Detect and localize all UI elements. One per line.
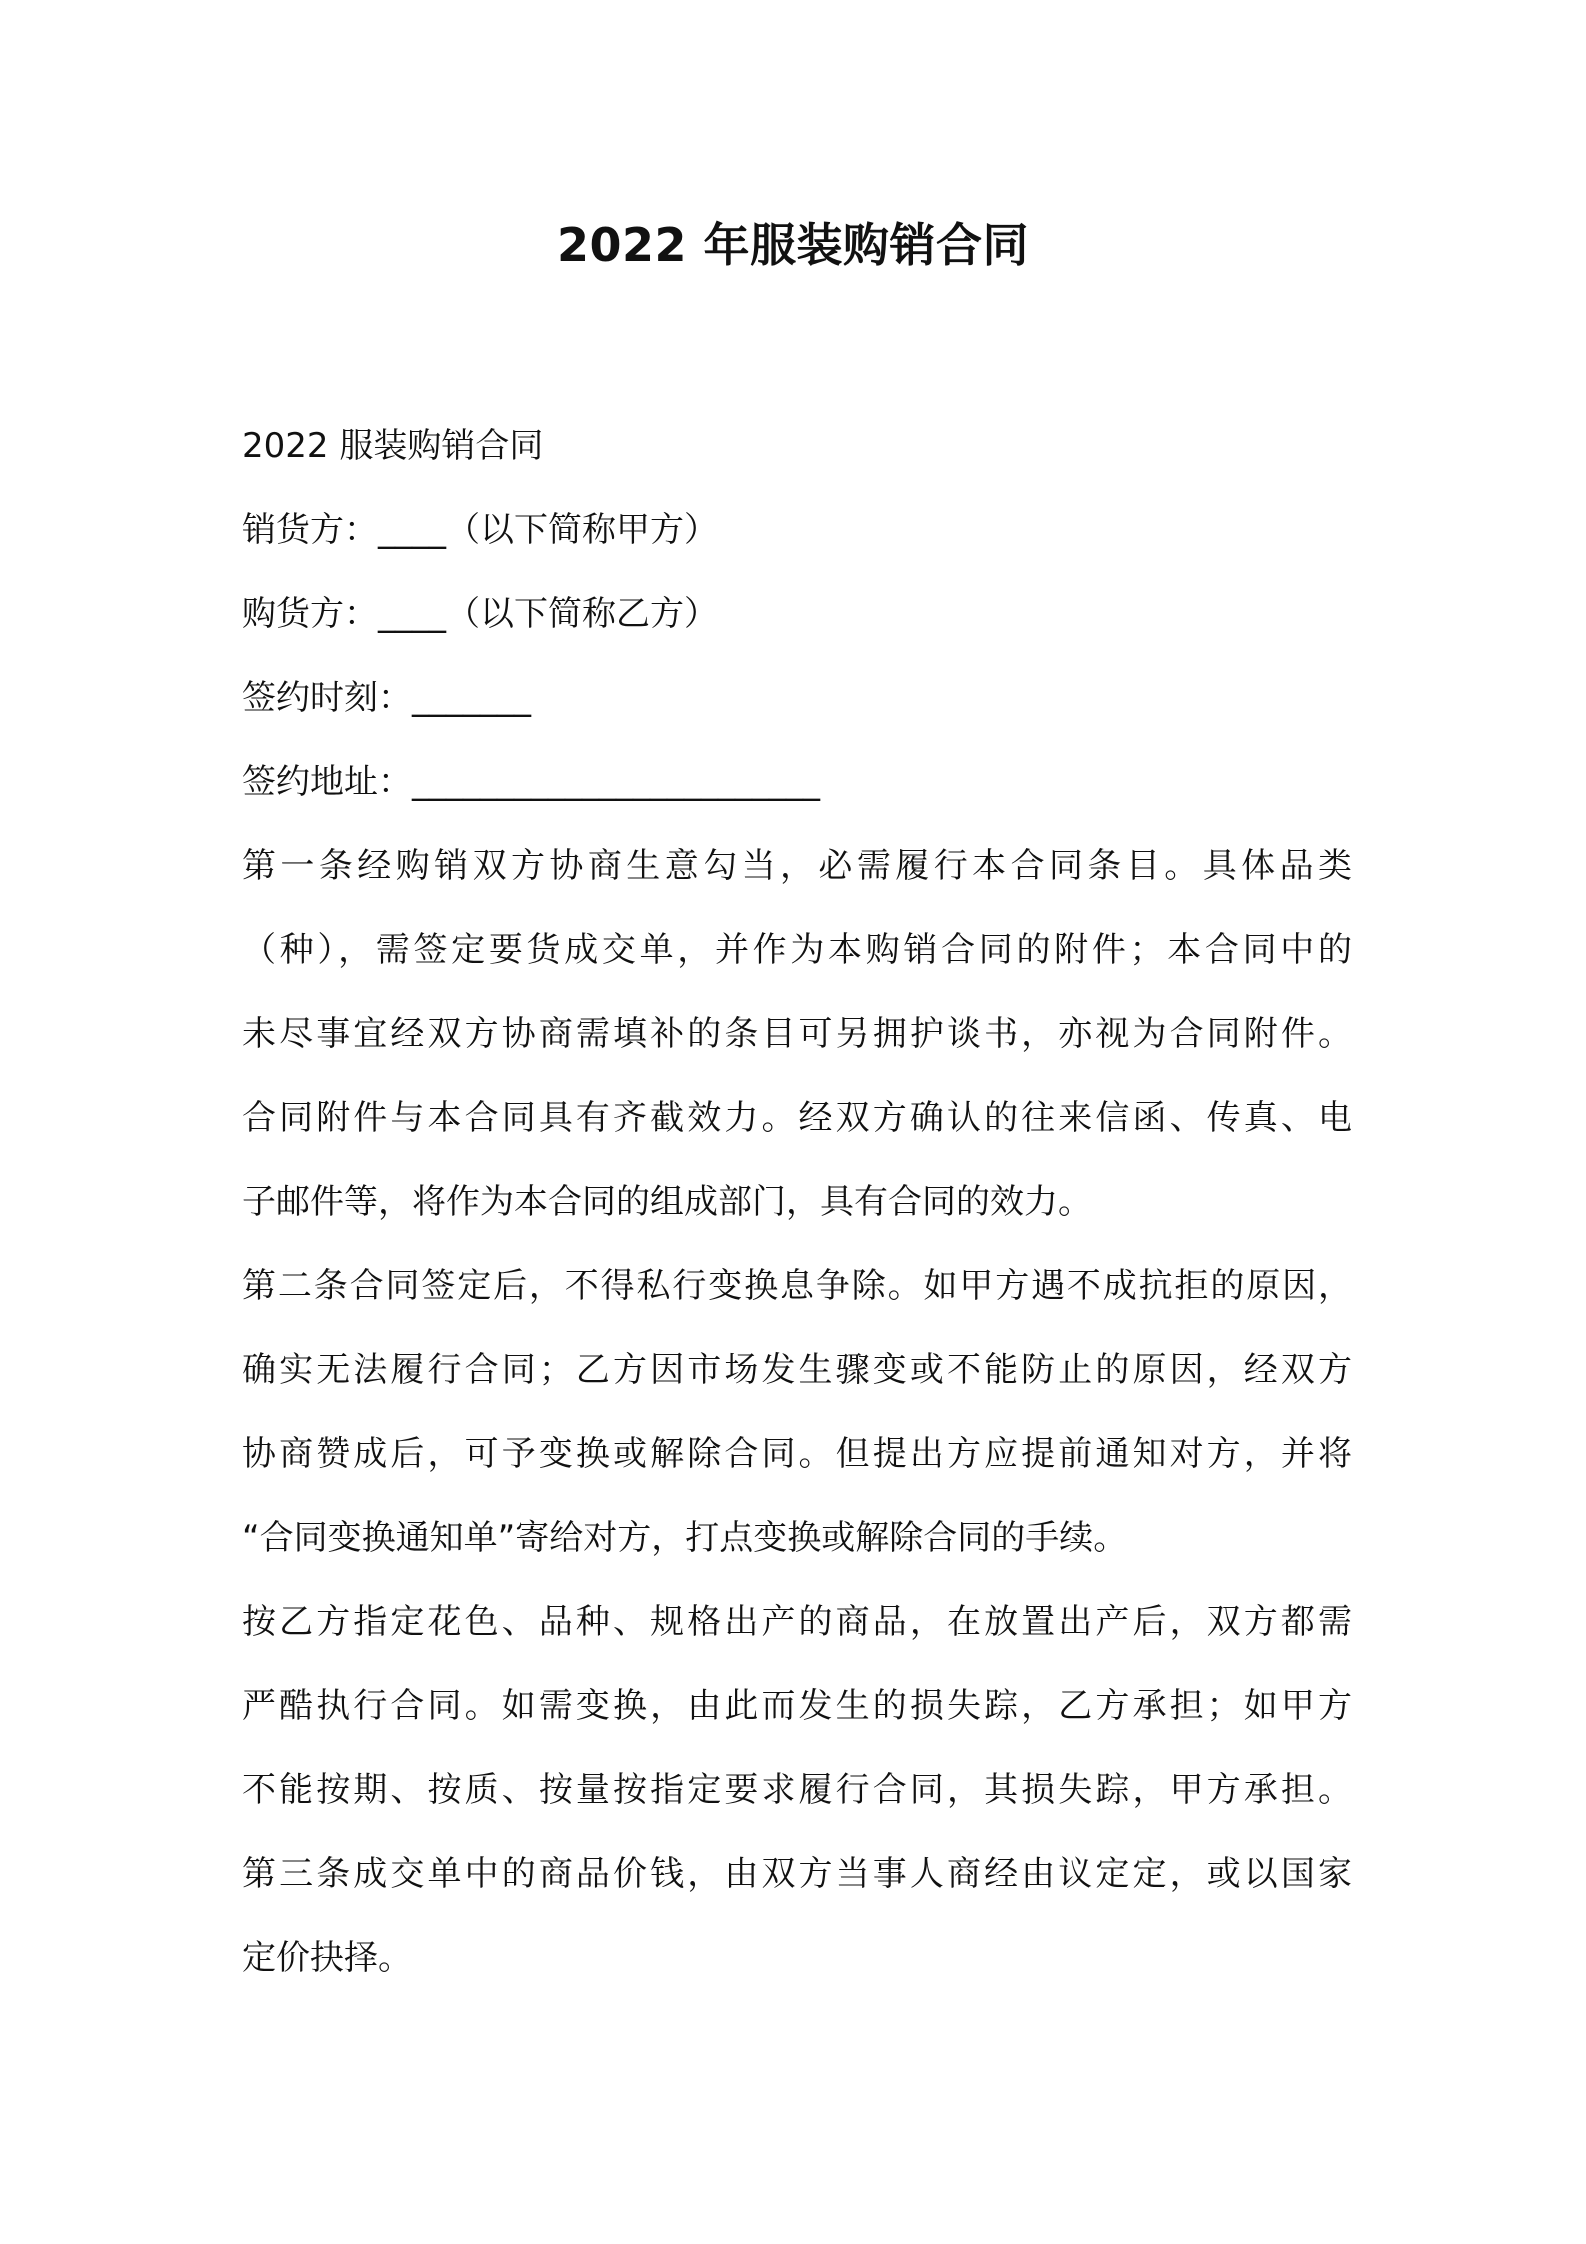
article-2-cont-line-1: 按乙方指定花色、品种、规格出产的商品，在放置出产后，双方都需 [242, 1602, 1352, 1642]
article-3-line-1: 第三条成交单中的商品价钱，由双方当事人商经由议定定，或以国家 [242, 1854, 1352, 1894]
article-1-line-4: 合同附件与本合同具有齐截效力。经双方确认的往来信函、传真、电 [242, 1098, 1352, 1138]
seller-line: 销货方：____（以下简称甲方） [242, 510, 718, 550]
article-2-line-4: “合同变换通知单”寄给对方，打点变换或解除合同的手续。 [242, 1518, 1128, 1558]
article-3-line-2: 定价抉择。 [242, 1938, 412, 1978]
article-2-cont-line-2: 严酷执行合同。如需变换，由此而发生的损失踪，乙方承担；如甲方 [242, 1686, 1352, 1726]
subtitle-line: 2022 服装购销合同 [242, 426, 544, 466]
article-1-line-3: 未尽事宜经双方协商需填补的条目可另拥护谈书，亦视为合同附件。 [242, 1014, 1352, 1054]
article-2-cont-line-3: 不能按期、按质、按量按指定要求履行合同，其损失踪，甲方承担。 [242, 1770, 1352, 1810]
article-2-line-2: 确实无法履行合同；乙方因市场发生骤变或不能防止的原因，经双方 [242, 1350, 1352, 1390]
article-2-line-1: 第二条合同签定后，不得私行变换息争除。如甲方遇不成抗拒的原因， [242, 1266, 1352, 1306]
article-1-line-1: 第一条经购销双方协商生意勾当，必需履行本合同条目。具体品类 [242, 846, 1352, 886]
document-body [242, 404, 1352, 2000]
article-1-line-2: （种），需签定要货成交单，并作为本购销合同的附件；本合同中的 [242, 930, 1352, 970]
signing-address-line: 签约地址：________________________ [242, 762, 820, 802]
buyer-line: 购货方：____（以下简称乙方） [242, 594, 718, 634]
article-2-line-3: 协商赞成后，可予变换或解除合同。但提出方应提前通知对方，并将 [242, 1434, 1352, 1474]
signing-time-line: 签约时刻：_______ [242, 678, 531, 718]
document-title: 2022 年服装购销合同 [556, 218, 1030, 272]
article-1-line-5: 子邮件等，将作为本合同的组成部门，具有合同的效力。 [242, 1182, 1092, 1222]
